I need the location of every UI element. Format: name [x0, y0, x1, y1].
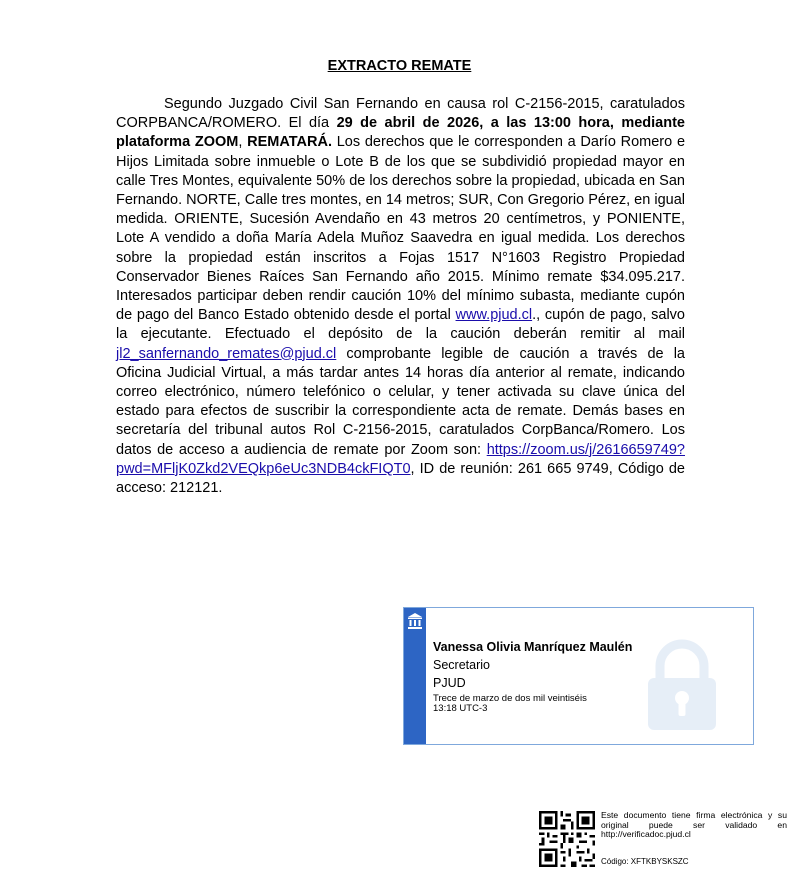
- signature-time: 13:18 UTC-3: [433, 703, 488, 714]
- body-text-part: , ID de reunión: 261 665 9749, Código de acceso: 212121.: [116, 460, 685, 497]
- remates-email-link[interactable]: jl2_sanfernando_remates@pjud.cl: [116, 345, 337, 362]
- electronic-signature-box: [403, 607, 754, 745]
- signature-timestamp: [433, 694, 587, 714]
- signature-date: Trece de marzo de dos mil veintiséis: [433, 693, 587, 704]
- signer-name: Vanessa Olivia Manríquez Maulén: [433, 640, 633, 654]
- body-text-part: Segundo Juzgado Civil San Fernando en causa rol C-2156-2015, caratulados CORPBANCA/ROMERO. El día: [116, 96, 685, 132]
- qr-code-icon: [539, 811, 595, 867]
- verification-notice: Este documento tiene firma electrónica y su original puede ser validado en http://verificadoc.pjud.cl: [601, 810, 787, 840]
- body-text-part: ,: [238, 134, 248, 151]
- lock-icon: [640, 638, 724, 732]
- bank-building-icon: [407, 612, 423, 630]
- document-title: EXTRACTO REMATE: [327, 58, 472, 74]
- signer-organization: PJUD: [433, 676, 466, 690]
- signer-role: Secretario: [433, 658, 490, 672]
- body-text-part: comprobante legible de caución a través de la Oficina Judicial Virtual, a más tardar antes 14 horas día anterior al remate, indicando correo electrónico, número telefónico o celular, y tener activada su clave única del estado para efectos de suscribir la correspondiente acta de remate. Demás bases en secretaría del tribunal autos Rol C-2156-2015, caratulados CorpBanca/Romero. Los datos de acceso a audiencia de remate por Zoom son:: [116, 345, 685, 458]
- document-body: [116, 95, 685, 498]
- signature-accent-bar: [404, 608, 426, 744]
- zoom-meeting-link[interactable]: https://zoom.us/j/2616659749?pwd=MFljK0Zkd2VEQkp6eUc3NDB4ckFIQT0: [116, 441, 685, 477]
- body-text-part: ., cupón de pago, salvo la ejecutante. Efectuado el depósito de la caución deberán remitir al mail: [116, 307, 685, 343]
- auction-keyword: REMATARÁ.: [247, 134, 332, 151]
- body-text-part: Los derechos que le corresponden a Darío Romero e Hijos Limitada sobre inmueble o Lote B de los que se subdividió propiedad mayor en calle Tres Montes, equivalente 50% de los derechos sobre la propiedad, ubicada en San Fernando. NORTE, Calle tres montes, en 14 metros; SUR, Con Gregorio Pérez, en igual medida. ORIENTE, Sucesión Avendaño en 43 metros 20 centímetros, y PONIENTE, Lote A vendido a doña María Adela Muñoz Saavedra en igual medida. Los derechos sobre la propiedad están inscritos a Fojas 1517 N°1603 Registro Propiedad Conservador Bienes Raíces San Fernando año 2015. Mínimo remate $34.095.217. Interesados participar deben rendir caución 10% del mínimo subasta, mediante cupón de pago del Banco Estado obtenido desde el portal: [116, 134, 686, 324]
- auction-date: 29 de abril de 2026, a las 13:00 hora, mediante plataforma ZOOM: [116, 115, 685, 151]
- pjud-portal-link[interactable]: www.pjud.cl: [455, 307, 533, 324]
- verification-code: Código: XFTKBYSKSZC: [601, 857, 689, 866]
